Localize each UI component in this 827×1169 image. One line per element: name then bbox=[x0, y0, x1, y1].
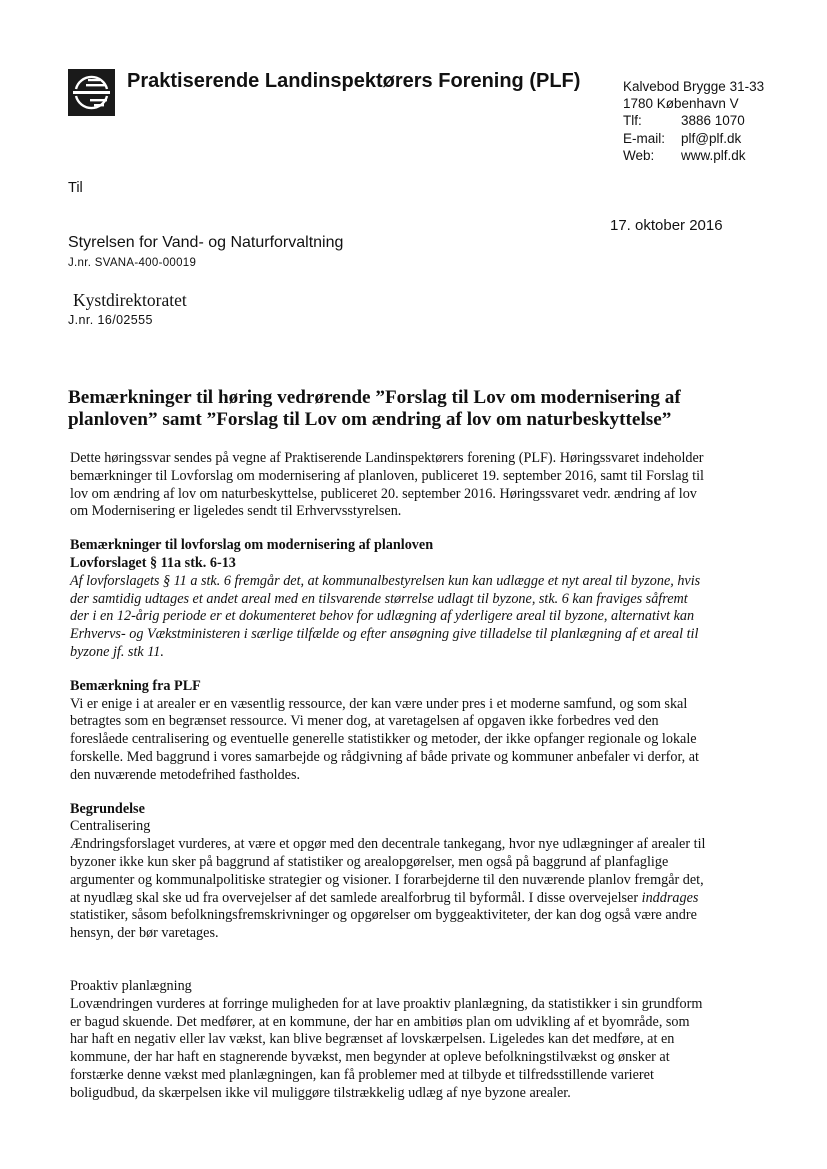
proactive-line: boligudbud, da skærpelsen ikke vil muliggøre tilstrækkelig udlæg af nye byzone arealer. bbox=[70, 1084, 571, 1101]
address-web bbox=[623, 147, 803, 164]
reason-heading: Begrundelse bbox=[70, 800, 145, 817]
quote-line: der i en 12-årig periode er et dokumenteret behov for udlægning af yderligere areal til byzone, alternativt kan bbox=[70, 608, 695, 625]
section-subheading: Lovforslaget § 11a stk. 6-13 bbox=[70, 554, 236, 571]
intro-line: om Modernisering er ligeledes sendt til Erhvervsstyrelsen. bbox=[70, 503, 402, 520]
recipient-label: Til bbox=[68, 180, 83, 196]
proactive-line: Lovændringen vurderes at forringe muligheden for at lave proaktiv planlægning, da statistikker i sin grundform bbox=[70, 995, 703, 1012]
intro-line: Dette høringssvar sendes på vegne af Praktiserende Landinspektørers forening (PLF). Høringssvaret indeholder bbox=[70, 450, 704, 466]
address-email bbox=[623, 130, 803, 147]
quote-line: der samtidig udtages et andet areal med en tilsvarende størrelse udlagt til byzone, stk. 6 kan fraviges såfremt bbox=[70, 590, 688, 607]
email-value: plf@plf.dk bbox=[681, 130, 742, 146]
document-title bbox=[68, 387, 758, 431]
reason-subheading: Centralisering bbox=[70, 818, 151, 835]
reason-line-mixed bbox=[70, 890, 770, 908]
reason-line: statistiker, såsom befolkningsfremskrivninger og opgørelser om byggeaktiviteter, der kan dog også være andre bbox=[70, 907, 697, 924]
proactive-line: er bagud skuende. Det medfører, at en kommune, der har en ambitiøs plan om udvikling af et byområde, som bbox=[70, 1013, 690, 1030]
section-heading: Bemærkninger til lovforslag om modernisering af planloven bbox=[70, 537, 434, 554]
phone-label: Tlf: bbox=[623, 113, 642, 129]
plf-logo bbox=[68, 69, 115, 116]
reason-line: argumenter og kommunalpolitiske strategier og visioner. I forarbejderne til den nuværende planlov fremgår det, bbox=[70, 871, 704, 888]
reason-line: at nyudlæg skal ske ud fra overvejelser af det samlede arealforbrug til byformål. I disse overvejelser bbox=[70, 889, 639, 906]
proactive-line: har haft en negativ eller lav vækst, kan blive begrænset af lovskærpelsen. Ligeledes kan det medføre, at en bbox=[70, 1031, 675, 1048]
proactive-subheading: Proaktiv planlægning bbox=[70, 977, 192, 994]
reason-italic-word: inddrages bbox=[641, 889, 699, 906]
quote-line: Erhvervs- og Vækstministeren i særlige tilfælde og efter ansøgning give tilladelse til planlægning af et areal til bbox=[70, 626, 699, 643]
organization-name: Praktiserende Landinspektørers Forening (PLF) bbox=[127, 70, 581, 92]
title-line: planloven” samt ”Forslag til Lov om ændring af lov om naturbeskyttelse” bbox=[68, 409, 672, 430]
address-city: 1780 København V bbox=[623, 96, 739, 112]
quote-line: Af lovforslagets § 11 a stk. 6 fremgår det, at kommunalbestyrelsen kun kan udlægge et nyt areal til byzone, hvis bbox=[70, 572, 701, 589]
reason-line: Ændringsforslaget vurderes, at være et opgør med den decentrale tankegang, hvor nye udlægninger af arealer til bbox=[70, 836, 706, 853]
reason-line: hensyn, der bør varetages. bbox=[70, 925, 219, 942]
intro-line: bemærkninger til Lovforslag om modernisering af planloven, publiceret 19. september 2016, samt til Forslag til bbox=[70, 467, 704, 484]
recipient-name: Styrelsen for Vand- og Naturforvaltning bbox=[68, 234, 344, 251]
reason-line: byzoner ikke kun sker på baggrund af statistiker og arealopgørelser, men også på baggrund af planfaglige bbox=[70, 853, 669, 870]
address-phone bbox=[623, 112, 803, 129]
remark-line: foreslåede centralisering og eventuelle generelle statistikker og metoder, der ikke opfanger regionale og lokale bbox=[70, 731, 697, 748]
proactive-line: kommune, der har haft en stagnerende byvækst, men begynder at opleve befolkningstilvækst og ønsker at bbox=[70, 1049, 670, 1066]
quote-line: byzone jf. stk 11. bbox=[70, 643, 164, 660]
web-label: Web: bbox=[623, 147, 655, 163]
remark-line: Vi er enige i at arealer er en væsentlig ressource, der kan være under pres i et moderne samfund, og som skal bbox=[70, 695, 688, 712]
web-value: www.plf.dk bbox=[681, 147, 746, 163]
remark-line: den nuværende metodefrihed fastholdes. bbox=[70, 766, 301, 783]
recipient-jnr: J.nr. SVANA-400-00019 bbox=[68, 257, 197, 269]
remark-line: forskelle. Med baggrund i vores samarbejde og rådgivning af både private og kommuner anbefaler vi derfor, at bbox=[70, 748, 699, 765]
remark-line: betragtes som en begrænset ressource. Vi mener dog, at varetagelsen af opgaven ikke forbedres ved den bbox=[70, 713, 659, 730]
recipient-name: Kystdirektoratet bbox=[73, 290, 187, 310]
letter-date: 17. oktober 2016 bbox=[610, 217, 723, 234]
intro-line: lov om ændring af lov om naturbeskyttelse, publiceret 20. september 2016. Høringssvaret vedr. ændring af lov bbox=[70, 485, 697, 502]
remark-heading: Bemærkning fra PLF bbox=[70, 677, 201, 694]
title-line: Bemærkninger til høring vedrørende ”Forslag til Lov om modernisering af bbox=[68, 387, 681, 408]
proactive-line: forstærke denne vækst med planlægningen, kan få problemer med at tilbyde et tilfredsstillende varieret bbox=[70, 1066, 654, 1083]
recipient-jnr: J.nr. 16/02555 bbox=[68, 313, 153, 327]
address-block bbox=[623, 78, 803, 164]
email-label: E-mail: bbox=[623, 130, 666, 146]
address-street: Kalvebod Brygge 31-33 bbox=[623, 79, 765, 94]
document-body bbox=[70, 450, 770, 1103]
phone-value: 3886 1070 bbox=[681, 113, 745, 129]
